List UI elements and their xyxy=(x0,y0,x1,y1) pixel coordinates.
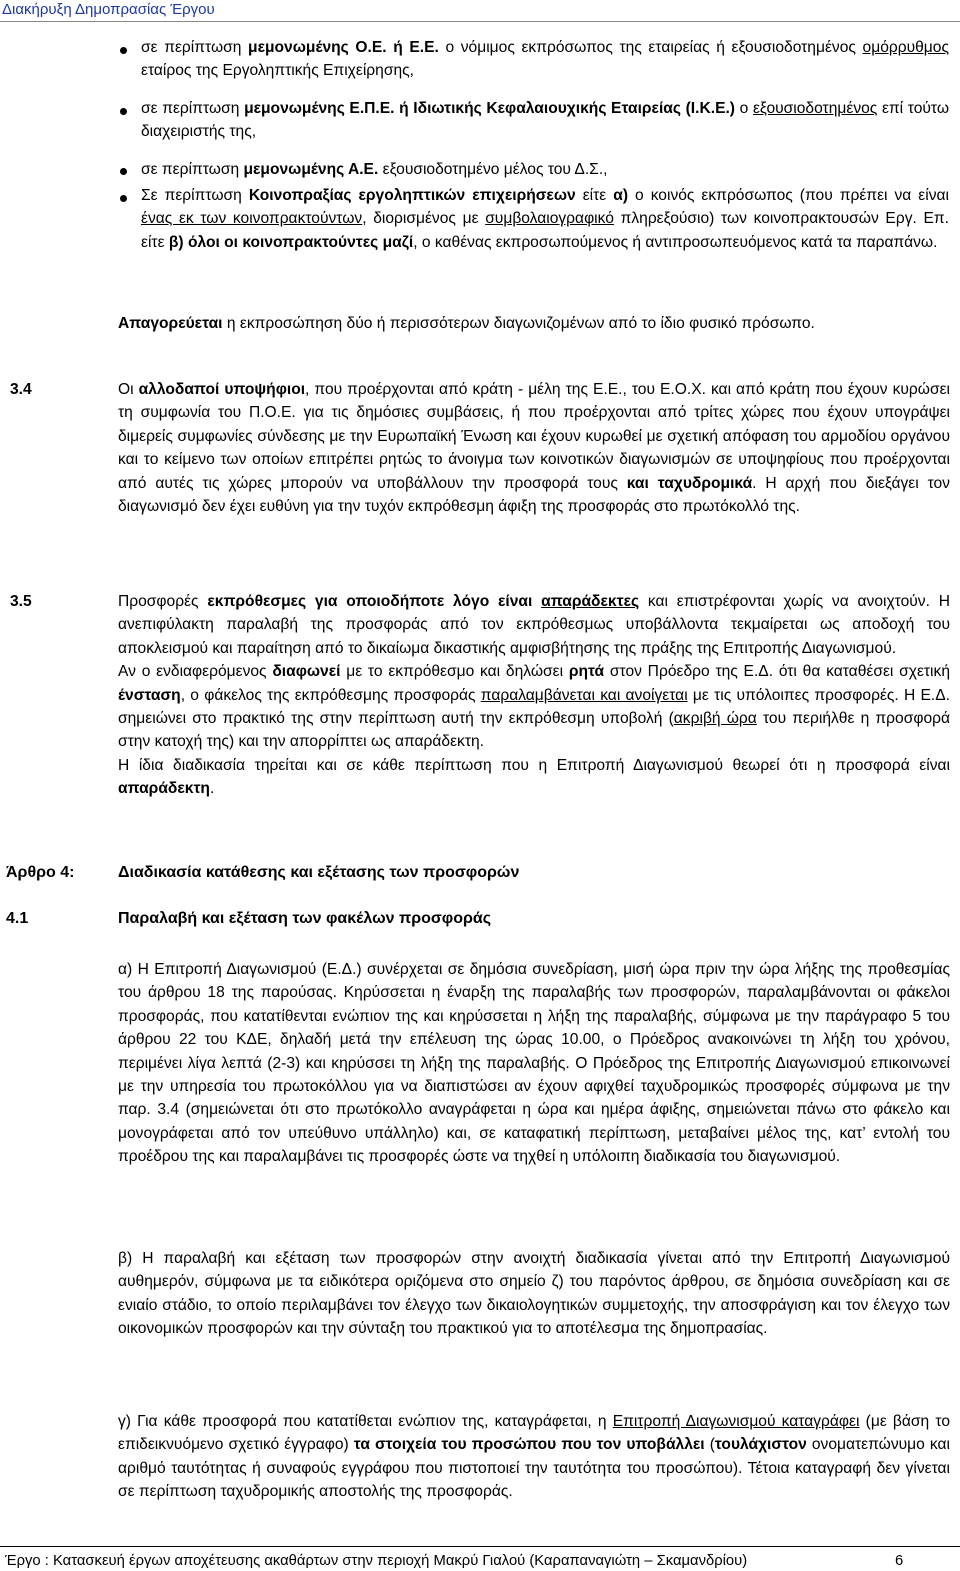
list-item: σε περίπτωση μεμονωμένης Ο.Ε. ή Ε.Ε. ο νόμιμος εκπρόσωπος της εταιρείας ή εξουσιοδοτημένος ομόρρυθμος εταίρος της Εργοληπτικής Επιχείρησης, xyxy=(141,39,949,80)
page-footer xyxy=(0,1546,960,1571)
list-item: Σε περίπτωση Κοινοπραξίας εργοληπτικών επιχειρήσεων είτε α) ο κοινός εκπρόσωπος (που πρέπει να είναι ένας εκ των κοινοπρακτούντων, διορισμένος με συμβολαιογραφικό πληρεξούσιο) των κοινοπρακτουσών Εργ. Επ. είτε β) όλοι οι κοινοπρακτούντες μαζί, ο καθένας εκπροσωπούμενος ή αντιπροσωπευόμενος κατά τα παραπάνω. xyxy=(141,187,950,251)
list-item: σε περίπτωση μεμονωμένης Α.Ε. εξουσιοδοτημένο μέλος του Δ.Σ., xyxy=(141,161,608,178)
bullet-icon xyxy=(120,168,127,175)
section-title: Παραλαβή και εξέταση των φακέλων προσφοράς xyxy=(118,910,492,927)
project-title: Έργο : Κατασκευή έργων αποχέτευσης ακαθάρτων στην περιοχή Μακρύ Γιαλού (Καραπαναγιώτη – Σκαμανδρίου) xyxy=(5,1553,748,1569)
prohibition-paragraph: Απαγορεύεται η εκπροσώπηση δύο ή περισσότερων διαγωνιζομένων από το ίδιο φυσικό πρόσωπο. xyxy=(118,315,815,332)
bullet-icon xyxy=(120,108,127,115)
list-item: σε περίπτωση μεμονωμένης Ε.Π.Ε. ή Ιδιωτικής Κεφαλαιουχικής Εταιρείας (Ι.Κ.Ε.) ο εξουσιοδοτημένος επί τούτω διαχειριστής της, xyxy=(141,100,950,141)
article-label: Άρθρο 4: xyxy=(6,864,75,881)
page-number: 6 xyxy=(895,1553,904,1569)
section-3-5-text: Προσφορές εκπρόθεσμες για οποιοδήποτε λόγο είναι απαράδεκτες και επιστρέφονται χωρίς να ανοιχτούν. Η ανεπιφύλακτη παραλαβή της προσφοράς από τον εκπρόθεσμως υποβάλλοντα τεκμαίρεται ως αποδοχή του αποκλεισμού και παραίτηση από το δικαίωμα δικαστικής αμφισβήτησης της πράξης της Επιτροπής Διαγωνισμού. Αν ο ενδιαφερόμενος διαφωνεί με το εκπρόθεσμο και δηλώσει ρητά στον Πρόεδρο της Ε.Δ. ότι θα καταθέσει σχετική ένσταση, ο φάκελος της εκπρόθεσμης προσφοράς παραλαμβάνεται και ανοίγεται με τις υπόλοιπες προσφορές. Η Ε.Δ. σημειώνει στο πρακτικό της στην περίπτωση αυτή την εκπρόθεσμη υποβολή (ακριβή ώρα του περιήλθε η προσφορά στην κατοχή της) και την απορρίπτει ως απαράδεκτη. Η ίδια διαδικασία τηρείται και σε κάθε περίπτωση που η Επιτροπή Διαγωνισμού θεωρεί ότι η προσφορά είναι απαράδεκτη. xyxy=(118,593,950,798)
section-number: 4.1 xyxy=(6,910,29,927)
paragraph-c: γ) Για κάθε προσφορά που κατατίθεται ενώπιον της, καταγράφεται, η Επιτροπή Διαγωνισμού καταγράφει (με βάση το επιδεικνυόμενο σχετικό έγγραφο) τα στοιχεία του προσώπου που τον υποβάλλει (τουλάχιστον ονοματεπώνυμο και αριθμό ταυτότητας ή συναφούς εγγράφου που πιστοποιεί την ταυτότητα του προσώπου). Τέτοια καταγραφή δεν γίνεται σε περίπτωση ταχυδρομικής αποστολής της προσφοράς. xyxy=(118,1413,950,1501)
section-number: 3.5 xyxy=(10,593,32,610)
paragraph-a: α) Η Επιτροπή Διαγωνισμού (Ε.Δ.) συνέρχεται σε δημόσια συνεδρίαση, μισή ώρα πριν την ώρα λήξης της προθεσμίας του άρθρου 18 της παρούσας. Κηρύσσεται η έναρξη της παραλαβής των προσφορών, παραλαμβάνονται οι φάκελοι προσφοράς, που κατατίθενται ενώπιον της και κηρύσσεται η λήξη της παραλαβής, σύμφωνα με την παράγραφο 5 του άρθρου 22 του ΚΔΕ, δηλαδή μετά την επέλευση της ώρας 10.00, ο Πρόεδρος ανακοινώνει τη λήξη του χρόνου, περιμένει λίγα λεπτά (2-3) και κηρύσσει τη λήξη της παραλαβής. Ο Πρόεδρος της Επιτροπής Διαγωνισμού επικοινωνεί με την υπηρεσία του πρωτοκόλλου για να διαπιστώσει αν έχουν αφιχθεί ταχυδρομικώς προσφορές σύμφωνα με την παρ. 3.4 (σημειώνεται ότι στο πρωτόκολλο αναγράφεται η ώρα και ημέρα άφιξης, σημειώνεται πάνω στο φάκελο και μονογράφεται από τον υπεύθυνο υπάλληλο) και, σε καταφατική περίπτωση, μεταβαίνει μέλος της, κατ’ εντολή του προέδρου της και παραλαμβάνει τις προσφορές ώστε να τηχθεί η υπόλοιπη διαδικασία του διαγωνισμού. xyxy=(118,961,950,1166)
paragraph-b: β) Η παραλαβή και εξέταση των προσφορών στην ανοιχτή διαδικασία γίνεται από την Επιτροπή Διαγωνισμού αυθημερόν, σύμφωνα με τα ειδικότερα οριζόμενα στο σημείο ζ) του παρόντος άρθρου, σε δημόσια συνεδρίαση και σε ενιαίο στάδιο, το οποίο περιλαμβάνει τον έλεγχο των δικαιολογητικών συμμετοχής, την αποσφράγιση και τον έλεγχο των οικονομικών προσφορών και την σύνταξη του πρακτικού για το αποτέλεσμα της δημοπρασίας. xyxy=(118,1250,950,1338)
document-title: Διακήρυξη Δημοπρασίας Έργου xyxy=(2,1,215,18)
article-title: Διαδικασία κατάθεσης και εξέτασης των προσφορών xyxy=(118,864,520,881)
section-number: 3.4 xyxy=(10,381,32,398)
bullet-icon xyxy=(120,195,127,202)
section-3-4-text: Οι αλλοδαποί υποψήφιοι, που προέρχονται από κράτη - μέλη της Ε.Ε., του Ε.Ο.Χ. και από κράτη που έχουν κυρώσει τη συμφωνία του Π.Ο.Ε. για τις δημόσιες συμβάσεις, ή που προέρχονται από τρίτες χώρες που έχουν υπογράψει διμερείς συμφωνίες σύνδεσης με την Ευρωπαϊκή Ένωση και έχουν κυρωθεί με σχετική απόφαση του αρμοδίου οργάνου και το κείμενο των οποίων επιτρέπει ρητώς το άνοιγμα των κοινοτικών διαγωνισμών σε υποψηφίους που προέρχονται από αυτές τις χώρες μπορούν να υποβάλλουν την προσφορά τους και ταχυδρομικά. Η αρχή που διεξάγει τον διαγωνισμό δεν έχει ευθύνη για την τυχόν εκπρόθεσμη άφιξη της προσφοράς στο πρωτόκολλό της. xyxy=(118,381,950,516)
page-header xyxy=(0,0,960,22)
bullet-icon xyxy=(120,47,127,54)
